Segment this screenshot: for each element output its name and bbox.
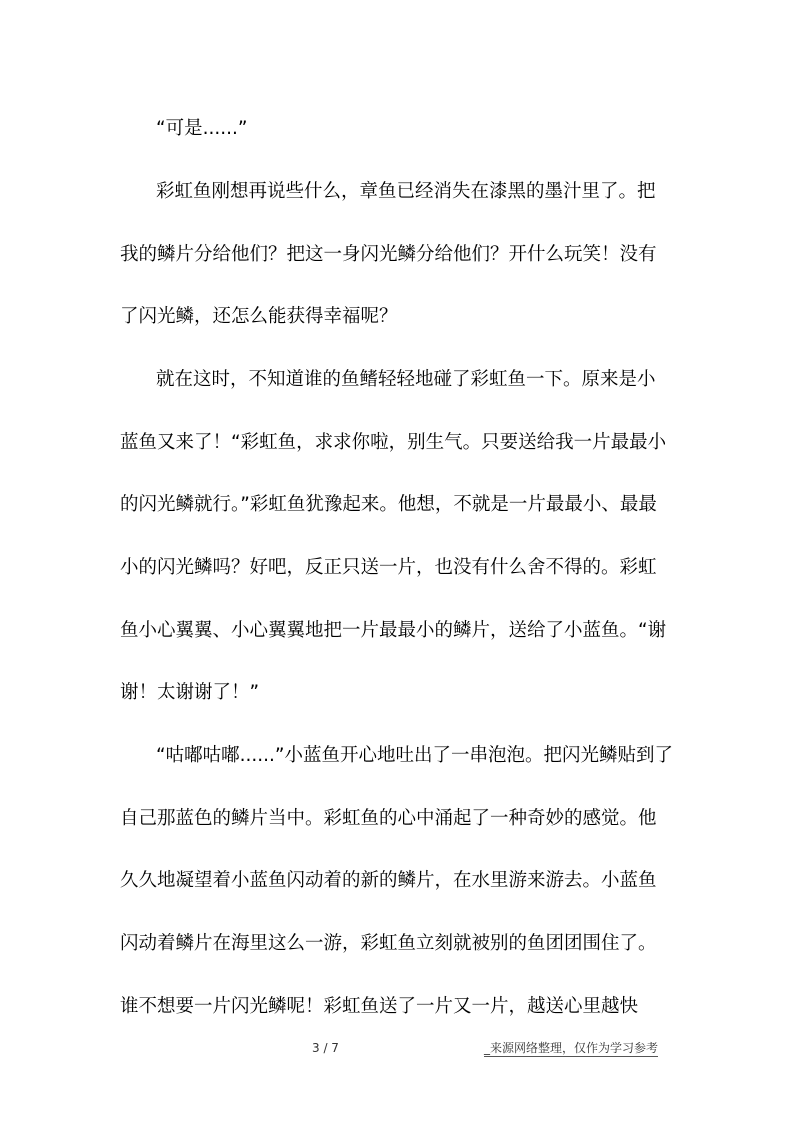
paragraph-line: 我的鳞片分给他们？把这一身闪光鳞分给他们？开什么玩笑！没有 [120, 244, 657, 265]
page-number: 3 / 7 [312, 1041, 339, 1055]
paragraph-line: 谁不想要一片闪光鳞呢！彩虹鱼送了一片又一片，越送心里越快 [120, 996, 639, 1017]
paragraph-line: 就在这时，不知道谁的鱼鳍轻轻地碰了彩虹鱼一下。原来是小 [156, 369, 656, 390]
paragraph-line: 小的闪光鳞吗？好吧，反正只送一片，也没有什么舍不得的。彩虹 [120, 557, 657, 578]
paragraph-line: 了闪光鳞，还怎么能获得幸福呢？ [120, 306, 398, 327]
paragraph-line: “咕嘟咕嘟......”小蓝鱼开心地吐出了一串泡泡。把闪光鳞贴到了 [156, 745, 673, 766]
paragraph-line: 的闪光鳞就行。”彩虹鱼犹豫起来。他想，不就是一片最最小、最最 [120, 494, 657, 515]
paragraph-line: 闪动着鳞片在海里这么一游，彩虹鱼立刻就被别的鱼团团围住了。 [120, 933, 657, 954]
paragraph-line: 蓝鱼又来了！“彩虹鱼，求求你啦，别生气。只要送给我一片最最小 [120, 432, 667, 453]
paragraph-line: “可是......” [156, 118, 248, 139]
paragraph-line: 自己那蓝色的鳞片当中。彩虹鱼的心中涌起了一种奇妙的感觉。他 [120, 808, 657, 829]
footer-note: _来源网络整理，仅作为学习参考 [484, 1041, 659, 1055]
paragraph-line: 久久地凝望着小蓝鱼闪动着的新的鳞片，在水里游来游去。小蓝鱼 [120, 870, 657, 891]
paragraph-line: 鱼小心翼翼、小心翼翼地把一片最最小的鳞片，送给了小蓝鱼。“谢 [120, 620, 667, 641]
paragraph-line: 谢！太谢谢了！” [120, 682, 260, 703]
paragraph-line: 彩虹鱼刚想再说些什么，章鱼已经消失在漆黑的墨汁里了。把 [156, 181, 656, 202]
